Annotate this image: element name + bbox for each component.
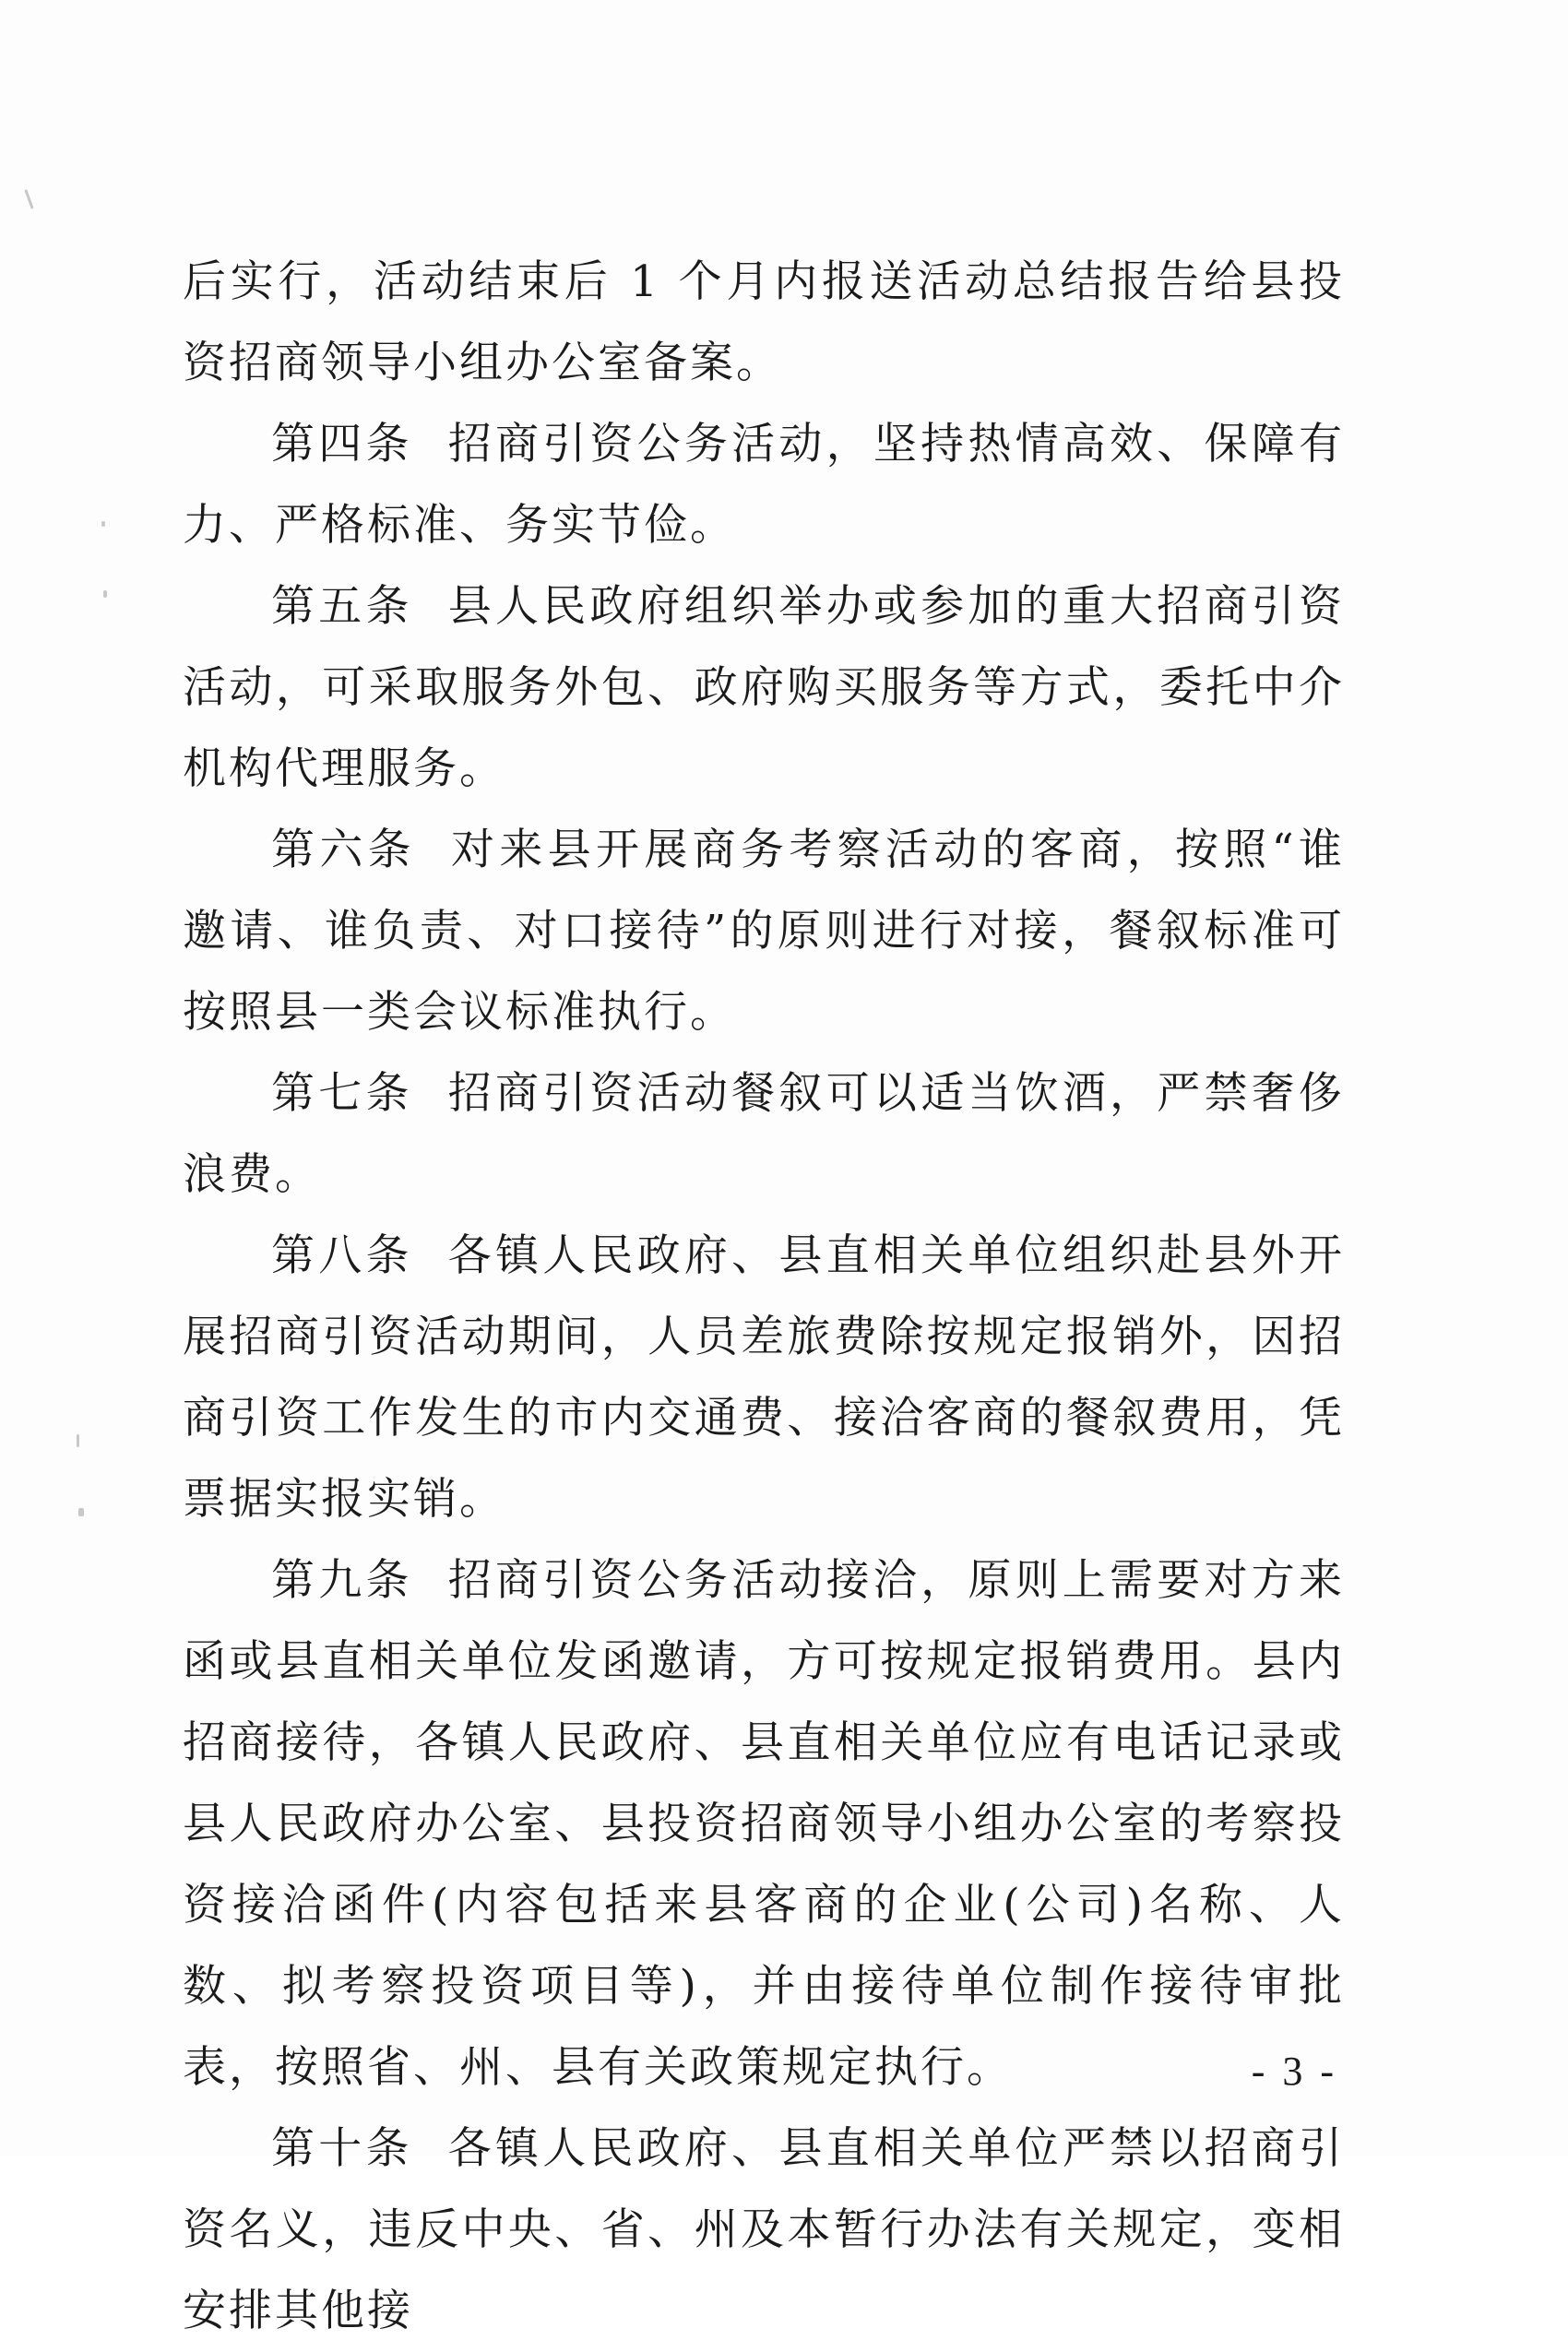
paragraph-text: 招商引资活动餐叙可以适当饮酒，严禁奢侈浪费。 (183, 1068, 1346, 1200)
article-9 (183, 1540, 1345, 2108)
article-6 (183, 810, 1345, 1053)
article-number: 第十条 (271, 2123, 413, 2174)
paragraph-text: 县人民政府组织举办或参加的重大招商引资活动，可采取服务外包、政府购买服务等方式，委托中介机构代理服务。 (183, 581, 1346, 794)
article-number: 第九条 (271, 1555, 413, 1606)
scan-speck (101, 521, 105, 527)
article-8 (183, 1216, 1345, 1540)
paragraph-text: 各镇人民政府、县直相关单位严禁以招商引资名义，违反中央、省、州及本暂行办法有关规定，变相安排其他接 (183, 2123, 1346, 2336)
scan-speck (103, 590, 107, 598)
article-number: 第六条 (271, 825, 416, 875)
scan-speck (24, 189, 33, 209)
paragraph-text: 后实行，活动结束后 1 个月内报送活动总结报告给县投资招商领导小组办公室备案。 (183, 256, 1345, 388)
article-number: 第八条 (271, 1230, 413, 1281)
paragraph-text: 招商引资公务活动，坚持热情高效、保障有力、严格标准、务实节俭。 (183, 419, 1346, 551)
article-7 (183, 1053, 1345, 1216)
paragraph-text: 各镇人民政府、县直相关单位组织赴县外开展招商引资活动期间，人员差旅费除按规定报销外，因招商引资工作发生的市内交通费、接洽客商的餐叙费用，凭票据实报实销。 (183, 1230, 1346, 1525)
article-number: 第五条 (271, 581, 413, 632)
paragraph-continuation (183, 242, 1345, 404)
scan-speck (78, 1508, 84, 1516)
page-number: - 3 - (1251, 2049, 1337, 2094)
article-4 (183, 404, 1345, 566)
article-number: 第四条 (271, 419, 413, 469)
article-10 (183, 2108, 1345, 2352)
paragraph-text: 对来县开展商务考察活动的客商，按照“谁邀请、谁负责、对口接待”的原则进行对接，餐叙标准可按照县一类会议标准执行。 (183, 825, 1345, 1038)
scan-speck (77, 1434, 79, 1447)
body-text (183, 242, 1345, 2352)
article-5 (183, 566, 1345, 810)
paragraph-text: 招商引资公务活动接洽，原则上需要对方来函或县直相关单位发函邀请，方可按规定报销费用。县内招商接待，各镇人民政府、县直相关单位应有电话记录或县人民政府办公室、县投资招商领导小组办公室的考察投资接洽函件(内容包括来县客商的企业(公司)名称、人数、拟考察投资项目等)，并由接待单位制作接待审批表，按照省、州、县有关政策规定执行。 (183, 1555, 1346, 2093)
article-number: 第七条 (271, 1068, 413, 1119)
